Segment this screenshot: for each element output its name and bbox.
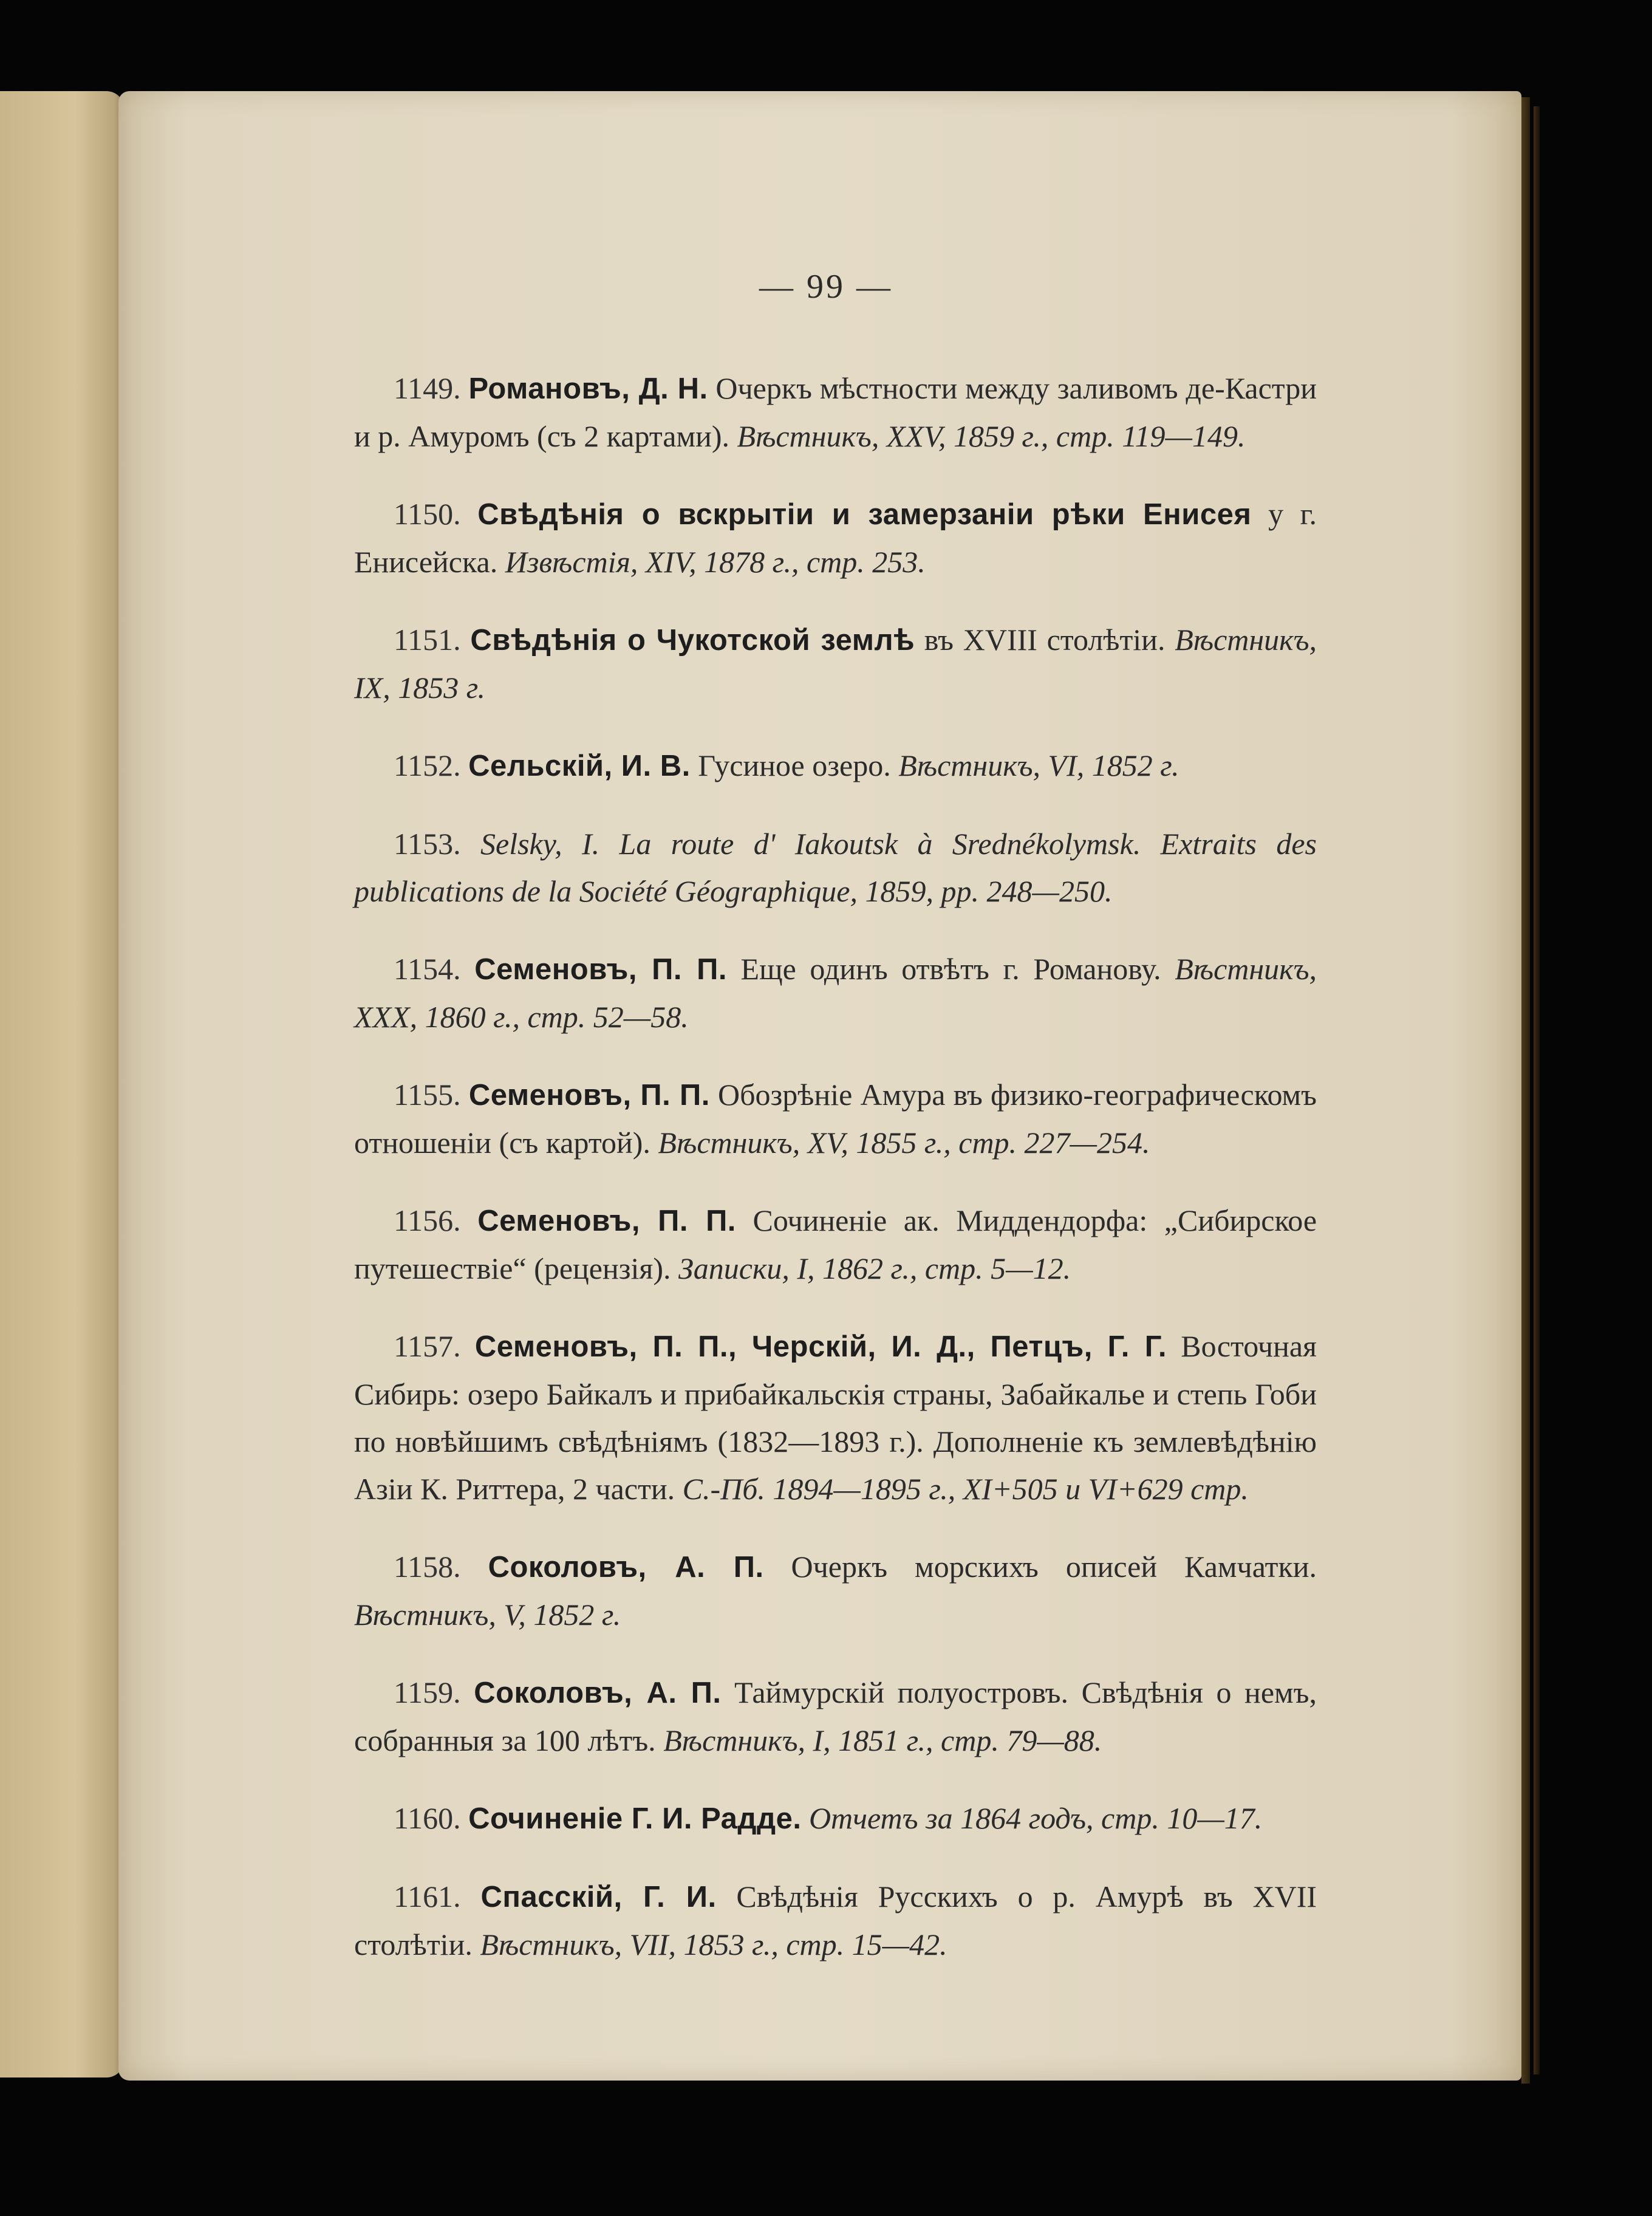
bibliography-entry [354, 364, 1317, 460]
left-page-edge [0, 91, 125, 2078]
entry-source: Вѣстникъ, V, 1852 г. [354, 1598, 621, 1632]
entry-author: Соколовъ, А. П. [474, 1677, 722, 1709]
entry-title: Сочиненіе ак. Миддендорфа: „Сибирское путешествіе“ (рецензія). [354, 1203, 1317, 1285]
entry-title: Гусиное озеро. [698, 748, 891, 782]
bibliography-entry [354, 820, 1317, 915]
book-edge [1521, 97, 1530, 2084]
bibliography-entry [354, 1543, 1317, 1638]
entry-author: Семеновъ, П. П. [474, 953, 727, 986]
entry-source: Вѣстникъ, I, 1851 г., стр. 79—88. [663, 1723, 1102, 1757]
entry-number: 1149. [394, 371, 461, 405]
entry-number: 1153. [394, 827, 461, 861]
entry-source: Вѣстникъ, XXV, 1859 г., стр. 119—149. [737, 419, 1246, 453]
entry-title: Восточная Сибирь: озеро Байкалъ и прибайкальскія страны, Забайкалье и степь Гоби по новѣйшимъ свѣдѣніямъ (1832—1893 г.). Дополненіе къ землевѣдѣнію Азіи К. Риттера, 2 части. [354, 1329, 1317, 1506]
entry-title: Обозрѣніе Амура въ физико-географическомъ отношеніи (съ картой). [354, 1078, 1317, 1160]
entry-author: Свѣдѣнія о Чукотской землѣ [470, 624, 915, 657]
entry-number: 1157. [394, 1329, 461, 1363]
entry-source: Записки, I, 1862 г., стр. 5—12. [678, 1251, 1071, 1285]
entry-number: 1160. [394, 1801, 461, 1835]
entry-number: 1154. [394, 952, 461, 986]
page-number: — 99 — [759, 268, 893, 306]
bibliography-entry [354, 945, 1317, 1041]
entry-author: Спасскій, Г. И. [480, 1881, 717, 1913]
entry-number: 1155. [394, 1078, 461, 1112]
entry-title: Еще одинъ отвѣтъ г. Романову. [740, 952, 1161, 986]
entry-number: 1159. [394, 1675, 461, 1709]
entry-source: Вѣстникъ, VI, 1852 г. [898, 748, 1179, 782]
entry-number: 1152. [394, 748, 461, 782]
entry-source: С.-Пб. 1894—1895 г., XI+505 и VI+629 стр. [682, 1472, 1249, 1506]
bibliography-entry [354, 1071, 1317, 1166]
entry-number: 1150. [394, 497, 461, 531]
bibliography-entry [354, 1873, 1317, 1968]
entry-title: Свѣдѣнія Русскихъ о р. Амурѣ въ XVII столѣтіи. [354, 1879, 1317, 1961]
entry-source: Extraits des publications de la Société Géographique, 1859, pp. 248—250. [354, 827, 1317, 908]
entry-source: Вѣстникъ, VII, 1853 г., стр. 15—42. [480, 1927, 947, 1961]
entry-author: Семеновъ, П. П., Черскій, И. Д., Петцъ, Г. Г. [474, 1330, 1167, 1363]
entry-title: въ XVIII столѣтіи. [924, 623, 1166, 657]
bibliography-entry [354, 490, 1317, 586]
entry-source: Вѣстникъ, XV, 1855 г., стр. 227—254. [658, 1126, 1150, 1160]
entry-number: 1158. [394, 1550, 461, 1584]
entry-title: Очеркъ морскихъ описей Камчатки. [791, 1550, 1317, 1584]
entry-author: Семеновъ, П. П. [468, 1079, 710, 1112]
entry-author: Семеновъ, П. П. [477, 1205, 736, 1237]
entry-title: Selsky, I. La route d' Iakoutsk à Srednékolymsk. [480, 827, 1141, 861]
entry-author: Свѣдѣнія о вскрытіи и замерзаніи рѣки Енисея [477, 498, 1252, 531]
entry-title: Очеркъ мѣстности между заливомъ де-Кастри и р. Амуромъ (съ 2 картами). [354, 371, 1317, 453]
bibliography-entry [354, 616, 1317, 711]
entry-source: Вѣстникъ, XXX, 1860 г., стр. 52—58. [354, 952, 1317, 1034]
entry-source: Отчетъ за 1864 годъ, стр. 10—17. [808, 1801, 1263, 1835]
entry-title: Таймурскій полуостровъ. Свѣдѣнія о немъ, собранныя за 100 лѣтъ. [354, 1675, 1317, 1757]
entry-title: у г. Енисейска. [354, 497, 1317, 579]
entry-source: Извѣстія, XIV, 1878 г., стр. 253. [505, 545, 926, 579]
entry-author: Соколовъ, А. П. [488, 1551, 764, 1584]
entry-source: Вѣстникъ, IX, 1853 г. [354, 623, 1317, 705]
entry-number: 1151. [394, 623, 461, 657]
bibliography-entry [354, 1197, 1317, 1292]
bibliography-entry [354, 1322, 1317, 1513]
entry-author: Сочиненіе Г. И. Радде. [468, 1802, 802, 1835]
entry-number: 1161. [394, 1879, 461, 1913]
book-edge-shadow [1534, 106, 1540, 2074]
bibliography-entry [354, 742, 1317, 790]
bibliography-entry [354, 1794, 1317, 1842]
entry-number: 1156. [394, 1203, 461, 1237]
entry-author: Сельскій, И. В. [468, 750, 691, 782]
bibliography-list [354, 334, 1317, 1973]
entry-author: Романовъ, Д. Н. [468, 372, 708, 405]
bibliography-entry [354, 1669, 1317, 1764]
